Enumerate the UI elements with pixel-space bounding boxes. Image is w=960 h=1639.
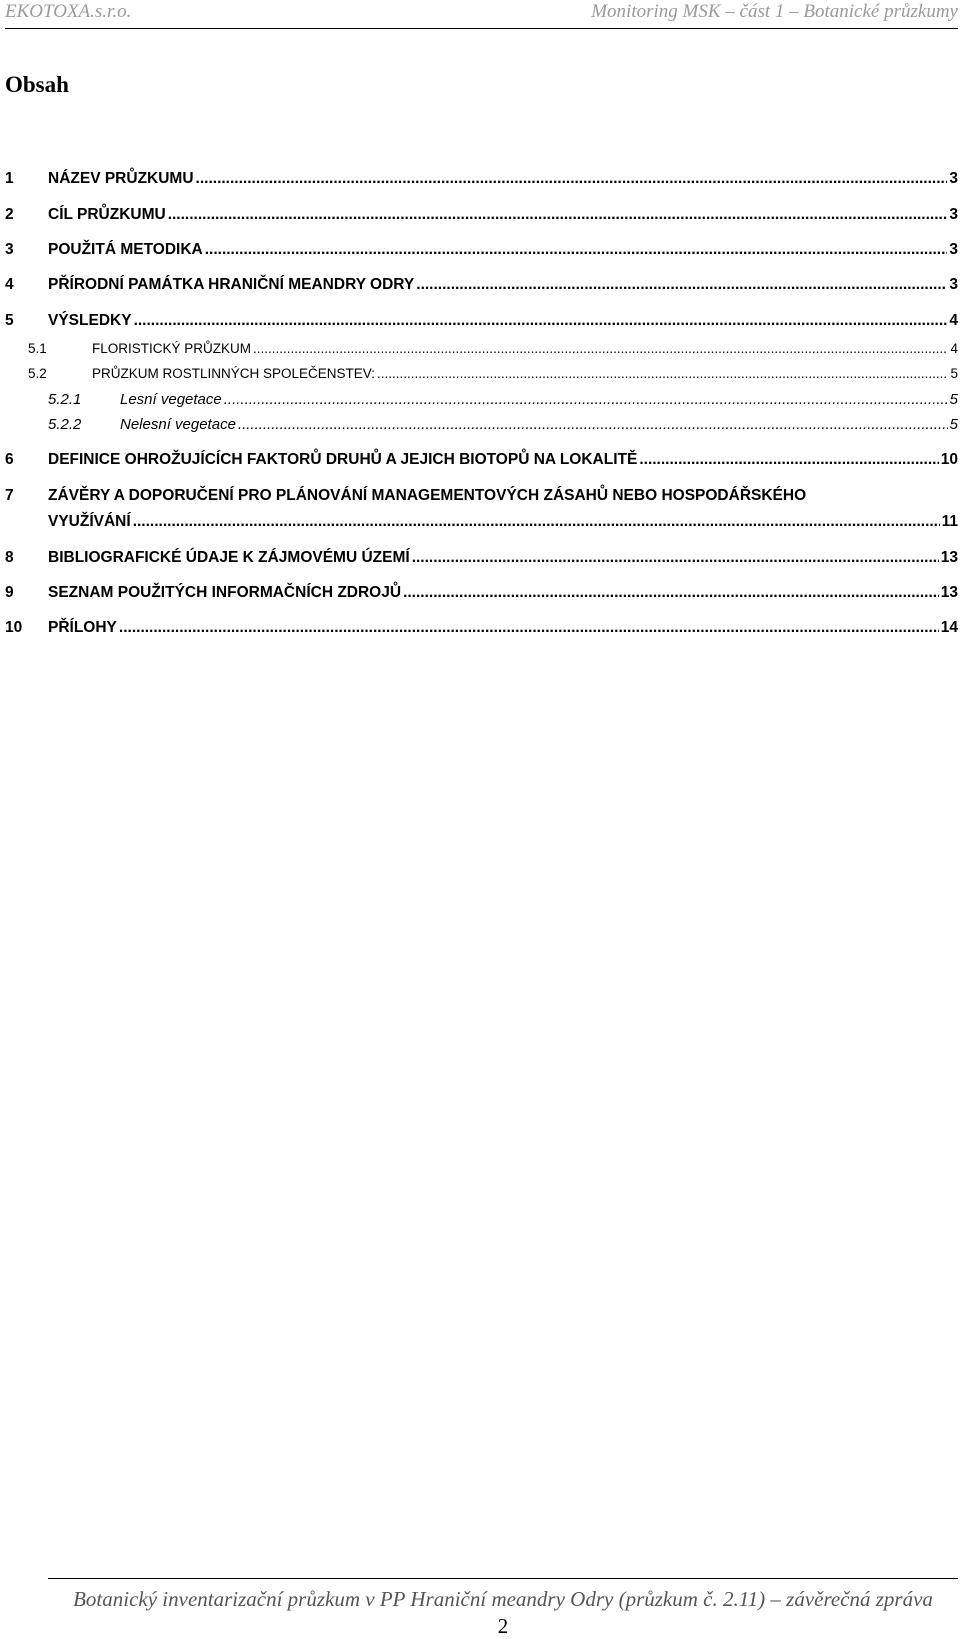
toc-label: PŘÍLOHY [48,619,117,636]
toc-page: 5 [950,366,958,381]
toc-leader [205,241,948,259]
toc-label: POUŽITÁ METODIKA [48,241,203,258]
toc-leader [134,312,948,330]
toc-entry-3[interactable] [0,241,960,265]
toc-number: 5.2.2 [48,416,82,433]
toc-entry-9[interactable] [0,584,960,608]
toc-label: SEZNAM POUŽITÝCH INFORMAČNÍCH ZDROJŮ [48,584,402,601]
toc-leader [119,619,939,637]
toc-page: 5 [949,391,958,408]
toc-entry-6[interactable] [0,451,960,475]
toc-number: 5.2.1 [48,391,82,408]
toc-label: FLORISTICKÝ PRŮZKUM [92,341,252,356]
toc-number: 3 [5,241,14,258]
toc-label: Lesní vegetace [120,391,222,408]
toc-number: 5.1 [28,341,47,356]
header-company: EKOTOXA.s.r.o. [5,1,132,22]
toc-entry-7[interactable] [0,487,960,511]
toc-page: 3 [949,241,958,258]
toc-label-line1: ZÁVĚRY A DOPORUČENÍ PRO PLÁNOVÁNÍ MANAGEMENTOVÝCH ZÁSAHŮ NEBO HOSPODÁŘSKÉHO [48,487,807,504]
toc-number: 2 [5,206,14,223]
toc-label: DEFINICE OHROŽUJÍCÍCH FAKTORŮ DRUHŮ A JEJICH BIOTOPŮ NA LOKALITĚ [48,451,638,468]
toc-leader [403,584,939,602]
toc-label: VYUŽÍVÁNÍ [48,513,131,530]
toc-number: 1 [5,170,14,187]
toc-page: 13 [940,584,958,601]
toc-page: 3 [949,276,958,293]
toc-leader [639,451,938,469]
toc-label: NÁZEV PRŮZKUMU [48,170,194,187]
toc-number: 10 [5,619,23,636]
toc-number: 9 [5,584,14,601]
toc-leader [196,170,948,188]
toc-page: 11 [941,513,958,530]
toc-entry-5-1[interactable] [0,341,960,365]
toc-leader [377,366,948,381]
toc-entry-10[interactable] [0,619,960,643]
toc-page: 4 [949,312,958,329]
page-header [5,0,958,29]
toc-page: 5 [949,416,958,433]
toc-number: 4 [5,276,14,293]
toc-entry-7-continued[interactable] [0,513,960,537]
footer-page-number: 2 [497,1614,509,1638]
toc-leader [253,341,948,356]
toc-page: 10 [940,451,958,468]
header-document-title: Monitoring MSK – část 1 – Botanické průzkumy [591,1,958,22]
toc-label: PRŮZKUM ROSTLINNÝCH SPOLEČENSTEV: [92,366,376,381]
footer-text: Botanický inventarizační průzkum v PP Hraniční meandry Odry (průzkum č. 2.11) – závěrečná zpráva [73,1587,933,1611]
toc-label: Nelesní vegetace [120,416,236,433]
toc-number: 7 [5,487,14,504]
toc-leader [412,549,939,567]
toc-number: 5 [5,312,14,329]
toc-leader [238,416,948,433]
toc-leader [416,276,947,294]
toc-leader [168,206,948,224]
toc-entry-8[interactable] [0,549,960,573]
toc-page: 3 [949,206,958,223]
toc-entry-2[interactable] [0,206,960,230]
toc-number: 8 [5,549,14,566]
toc-page: 4 [950,341,958,356]
toc-entry-5-2[interactable] [0,366,960,390]
page-footer [48,1578,958,1638]
toc-entry-5-2-1[interactable] [0,391,960,415]
toc-label: PŘÍRODNÍ PAMÁTKA HRANIČNÍ MEANDRY ODRY [48,276,415,293]
toc-leader [133,513,940,531]
toc-number: 6 [5,451,14,468]
toc-number: 5.2 [28,366,47,381]
toc-page: 14 [940,619,958,636]
page-title: Obsah [5,72,69,97]
toc-entry-4[interactable] [0,276,960,300]
toc-label: CÍL PRŮZKUMU [48,206,166,223]
toc-page: 13 [940,549,958,566]
toc-page: 3 [949,170,958,187]
toc-label: BIBLIOGRAFICKÉ ÚDAJE K ZÁJMOVÉMU ÚZEMÍ [48,549,410,566]
toc-label: VÝSLEDKY [48,312,132,329]
toc-entry-1[interactable] [0,170,960,194]
toc-entry-5[interactable] [0,312,960,336]
toc-leader [224,391,948,408]
toc-entry-5-2-2[interactable] [0,416,960,440]
